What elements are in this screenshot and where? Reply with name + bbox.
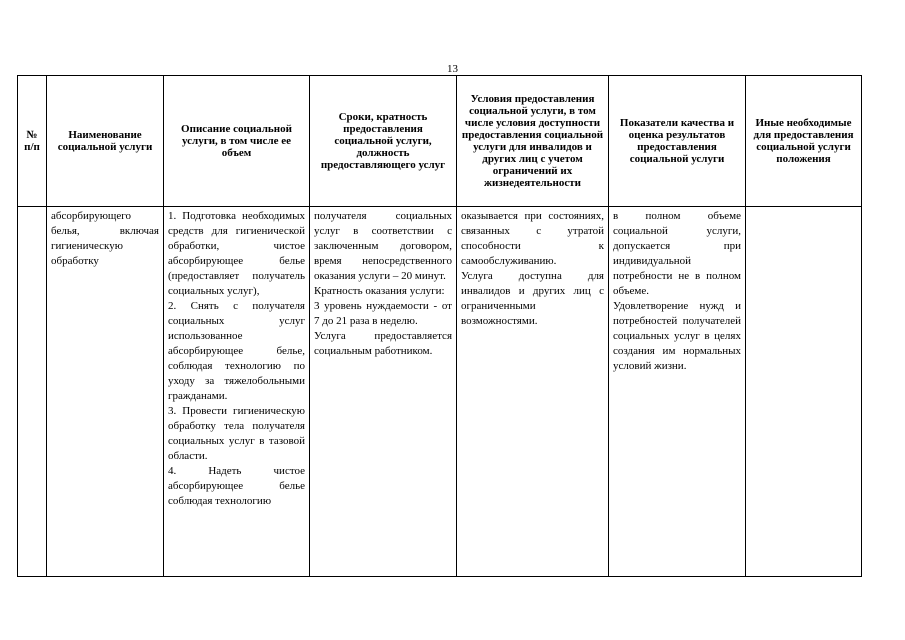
conditions-paragraph: оказывается при состояниях, связанных с утратой способности к самообслуживанию.: [461, 210, 604, 267]
conditions-paragraph: Услуга доступна для инвалидов и других лиц с ограниченными возможностями.: [461, 270, 604, 327]
quality-paragraph: в полном объеме социальной услуги, допускается при индивидуальной потребности не в полном объеме.: [613, 210, 741, 297]
cell-other: [746, 207, 862, 577]
header-terms: Сроки, кратность предоставления социальной услуги, должность предоставляющего услуг: [310, 76, 457, 207]
table-row: [18, 207, 862, 577]
terms-paragraph: Услуга предоставляется социальным работником.: [314, 330, 452, 357]
header-number: № п/п: [18, 76, 47, 207]
description-step: 1. Подготовка необходимых средств для гигиенической обработки, чистое абсорбирующее белье (предоставляет получатель социальных услуг),: [168, 210, 305, 297]
description-step: 3. Провести гигиеническую обработку тела получателя социальных услуг в тазовой области.: [168, 405, 305, 462]
page-number: 13: [447, 63, 458, 75]
header-quality: Показатели качества и оценка результатов предоставления социальной услуги: [609, 76, 746, 207]
terms-paragraph: получателя социальных услуг в соответствии с заключенным договором, время непосредственного оказания услуги – 20 минут.: [314, 210, 452, 282]
terms-paragraph: 3 уровень нуждаемости - от 7 до 21 раза в неделю.: [314, 300, 452, 327]
cell-terms: [310, 207, 457, 577]
description-step: 2. Снять с получателя социальных услуг использованное абсорбирующее белье, соблюдая технологию по уходу за тяжелобольными гражданами.: [168, 300, 305, 402]
description-step: 4. Надеть чистое абсорбирующее белье соблюдая технологию: [168, 465, 305, 507]
header-conditions: Условия предоставления социальной услуги, в том числе условия доступности предоставления социальной услуги для инвалидов и других лиц с учетом ограничений их жизнедеятельности: [457, 76, 609, 207]
terms-paragraph: Кратность оказания услуги:: [314, 285, 445, 297]
cell-service-name: абсорбирующего белья, включая гигиеническую обработку: [47, 207, 164, 577]
header-other: Иные необходимые для предоставления социальной услуги положения: [746, 76, 862, 207]
social-services-table: [17, 75, 862, 577]
cell-description: [164, 207, 310, 577]
cell-number: [18, 207, 47, 577]
quality-paragraph: Удовлетворение нужд и потребностей получателей социальных услуг в целях создания им нормальных условий жизни.: [613, 300, 741, 372]
header-description: Описание социальной услуги, в том числе ее объем: [164, 76, 310, 207]
cell-quality: [609, 207, 746, 577]
cell-conditions: [457, 207, 609, 577]
table-header-row: [18, 76, 862, 207]
header-service-name: Наименование социальной услуги: [47, 76, 164, 207]
